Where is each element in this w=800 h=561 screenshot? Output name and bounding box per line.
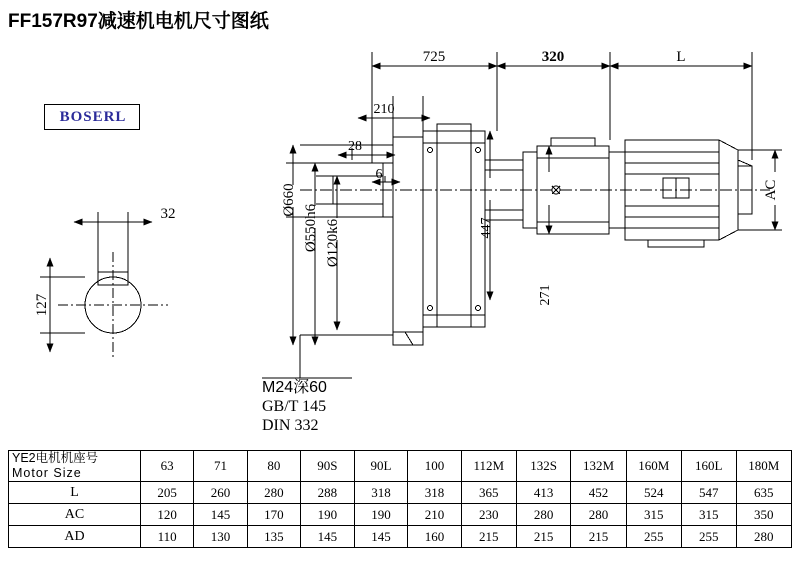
- table-cell: 160: [408, 526, 461, 548]
- table-cell: 190: [354, 504, 408, 526]
- table-cell: 365: [461, 482, 516, 504]
- table-cell: 318: [408, 482, 461, 504]
- table-cell: 110: [140, 526, 193, 548]
- table-row-label: AC: [9, 504, 141, 526]
- table-cell: 210: [408, 504, 461, 526]
- table-row-label: AD: [9, 526, 141, 548]
- table-cell: 280: [571, 504, 626, 526]
- note-din: DIN 332: [262, 417, 319, 434]
- table-cell: 280: [736, 526, 791, 548]
- note-m24: M24深60: [262, 379, 327, 396]
- table-size-cell: 180M: [736, 451, 791, 482]
- dim-label-550: Ø550h6: [303, 203, 319, 253]
- dim-label-271: 271: [538, 284, 553, 306]
- motor-body: [609, 140, 752, 247]
- dim-label-28: 28: [348, 139, 362, 154]
- left-end-view: [58, 252, 168, 358]
- table-cell: 350: [736, 504, 791, 526]
- dim-label-6: 6: [375, 167, 383, 182]
- motor-adapter-block: [537, 138, 609, 234]
- table-size-cell: 112M: [461, 451, 516, 482]
- note-gbt: GB/T 145: [262, 398, 327, 415]
- table-cell: 215: [516, 526, 571, 548]
- dim-label-725: 725: [422, 49, 446, 65]
- table-cell: 315: [626, 504, 681, 526]
- table-cell: 288: [301, 482, 355, 504]
- table-cell: 547: [681, 482, 736, 504]
- table-cell: 145: [194, 504, 247, 526]
- table-cell: 215: [571, 526, 626, 548]
- table-size-cell: 160M: [626, 451, 681, 482]
- table-cell: 215: [461, 526, 516, 548]
- table-cell: 230: [461, 504, 516, 526]
- table-size-cell: 160L: [681, 451, 736, 482]
- table-size-cell: 90S: [301, 451, 355, 482]
- table-size-cell: 90L: [354, 451, 408, 482]
- table-cell: 205: [140, 482, 193, 504]
- table-size-cell: 71: [194, 451, 247, 482]
- table-header-label: [9, 451, 141, 482]
- dim-label-127: 127: [34, 293, 50, 317]
- table-cell: 170: [247, 504, 300, 526]
- page-title: FF157R97减速机电机尺寸图纸: [8, 11, 269, 32]
- table-row-header: [9, 451, 792, 482]
- dim-32: [74, 212, 152, 272]
- table-size-cell: 63: [140, 451, 193, 482]
- dim-label-447: 447: [479, 217, 494, 239]
- motor-size-table: [8, 450, 792, 548]
- dim-label-L: L: [676, 49, 686, 65]
- table-header-label-en: Motor Size: [12, 466, 82, 480]
- table-cell: 145: [301, 526, 355, 548]
- logo-text: BOSERL: [59, 109, 127, 125]
- table-cell: 413: [516, 482, 571, 504]
- table-cell: 145: [354, 526, 408, 548]
- dim-label-320: 320: [541, 49, 565, 65]
- dim-label-210: 210: [373, 102, 395, 117]
- table-cell: 280: [247, 482, 300, 504]
- table-row: [9, 526, 792, 548]
- table-cell: 524: [626, 482, 681, 504]
- table-cell: 635: [736, 482, 791, 504]
- table-row: [9, 482, 792, 504]
- dim-label-120: Ø120k6: [325, 218, 341, 268]
- table-cell: 255: [681, 526, 736, 548]
- dim-label-AC: AC: [763, 179, 779, 201]
- table-cell: 135: [247, 526, 300, 548]
- table-size-cell: 132S: [516, 451, 571, 482]
- dim-label-32: 32: [160, 206, 176, 222]
- table-cell: 260: [194, 482, 247, 504]
- dim-label-660: Ø660: [281, 183, 297, 217]
- table-cell: 130: [194, 526, 247, 548]
- gearbox-housing: [393, 124, 485, 345]
- table-header-label-cn: YE2电机机座号: [12, 451, 99, 465]
- table-cell: 315: [681, 504, 736, 526]
- table-cell: 280: [516, 504, 571, 526]
- table-cell: 452: [571, 482, 626, 504]
- table-cell: 120: [140, 504, 193, 526]
- table-row-label: L: [9, 482, 141, 504]
- table-cell: 318: [354, 482, 408, 504]
- table-cell: 190: [301, 504, 355, 526]
- table-size-cell: 132M: [571, 451, 626, 482]
- table-row: [9, 504, 792, 526]
- table-cell: 255: [626, 526, 681, 548]
- table-size-cell: 80: [247, 451, 300, 482]
- table-size-cell: 100: [408, 451, 461, 482]
